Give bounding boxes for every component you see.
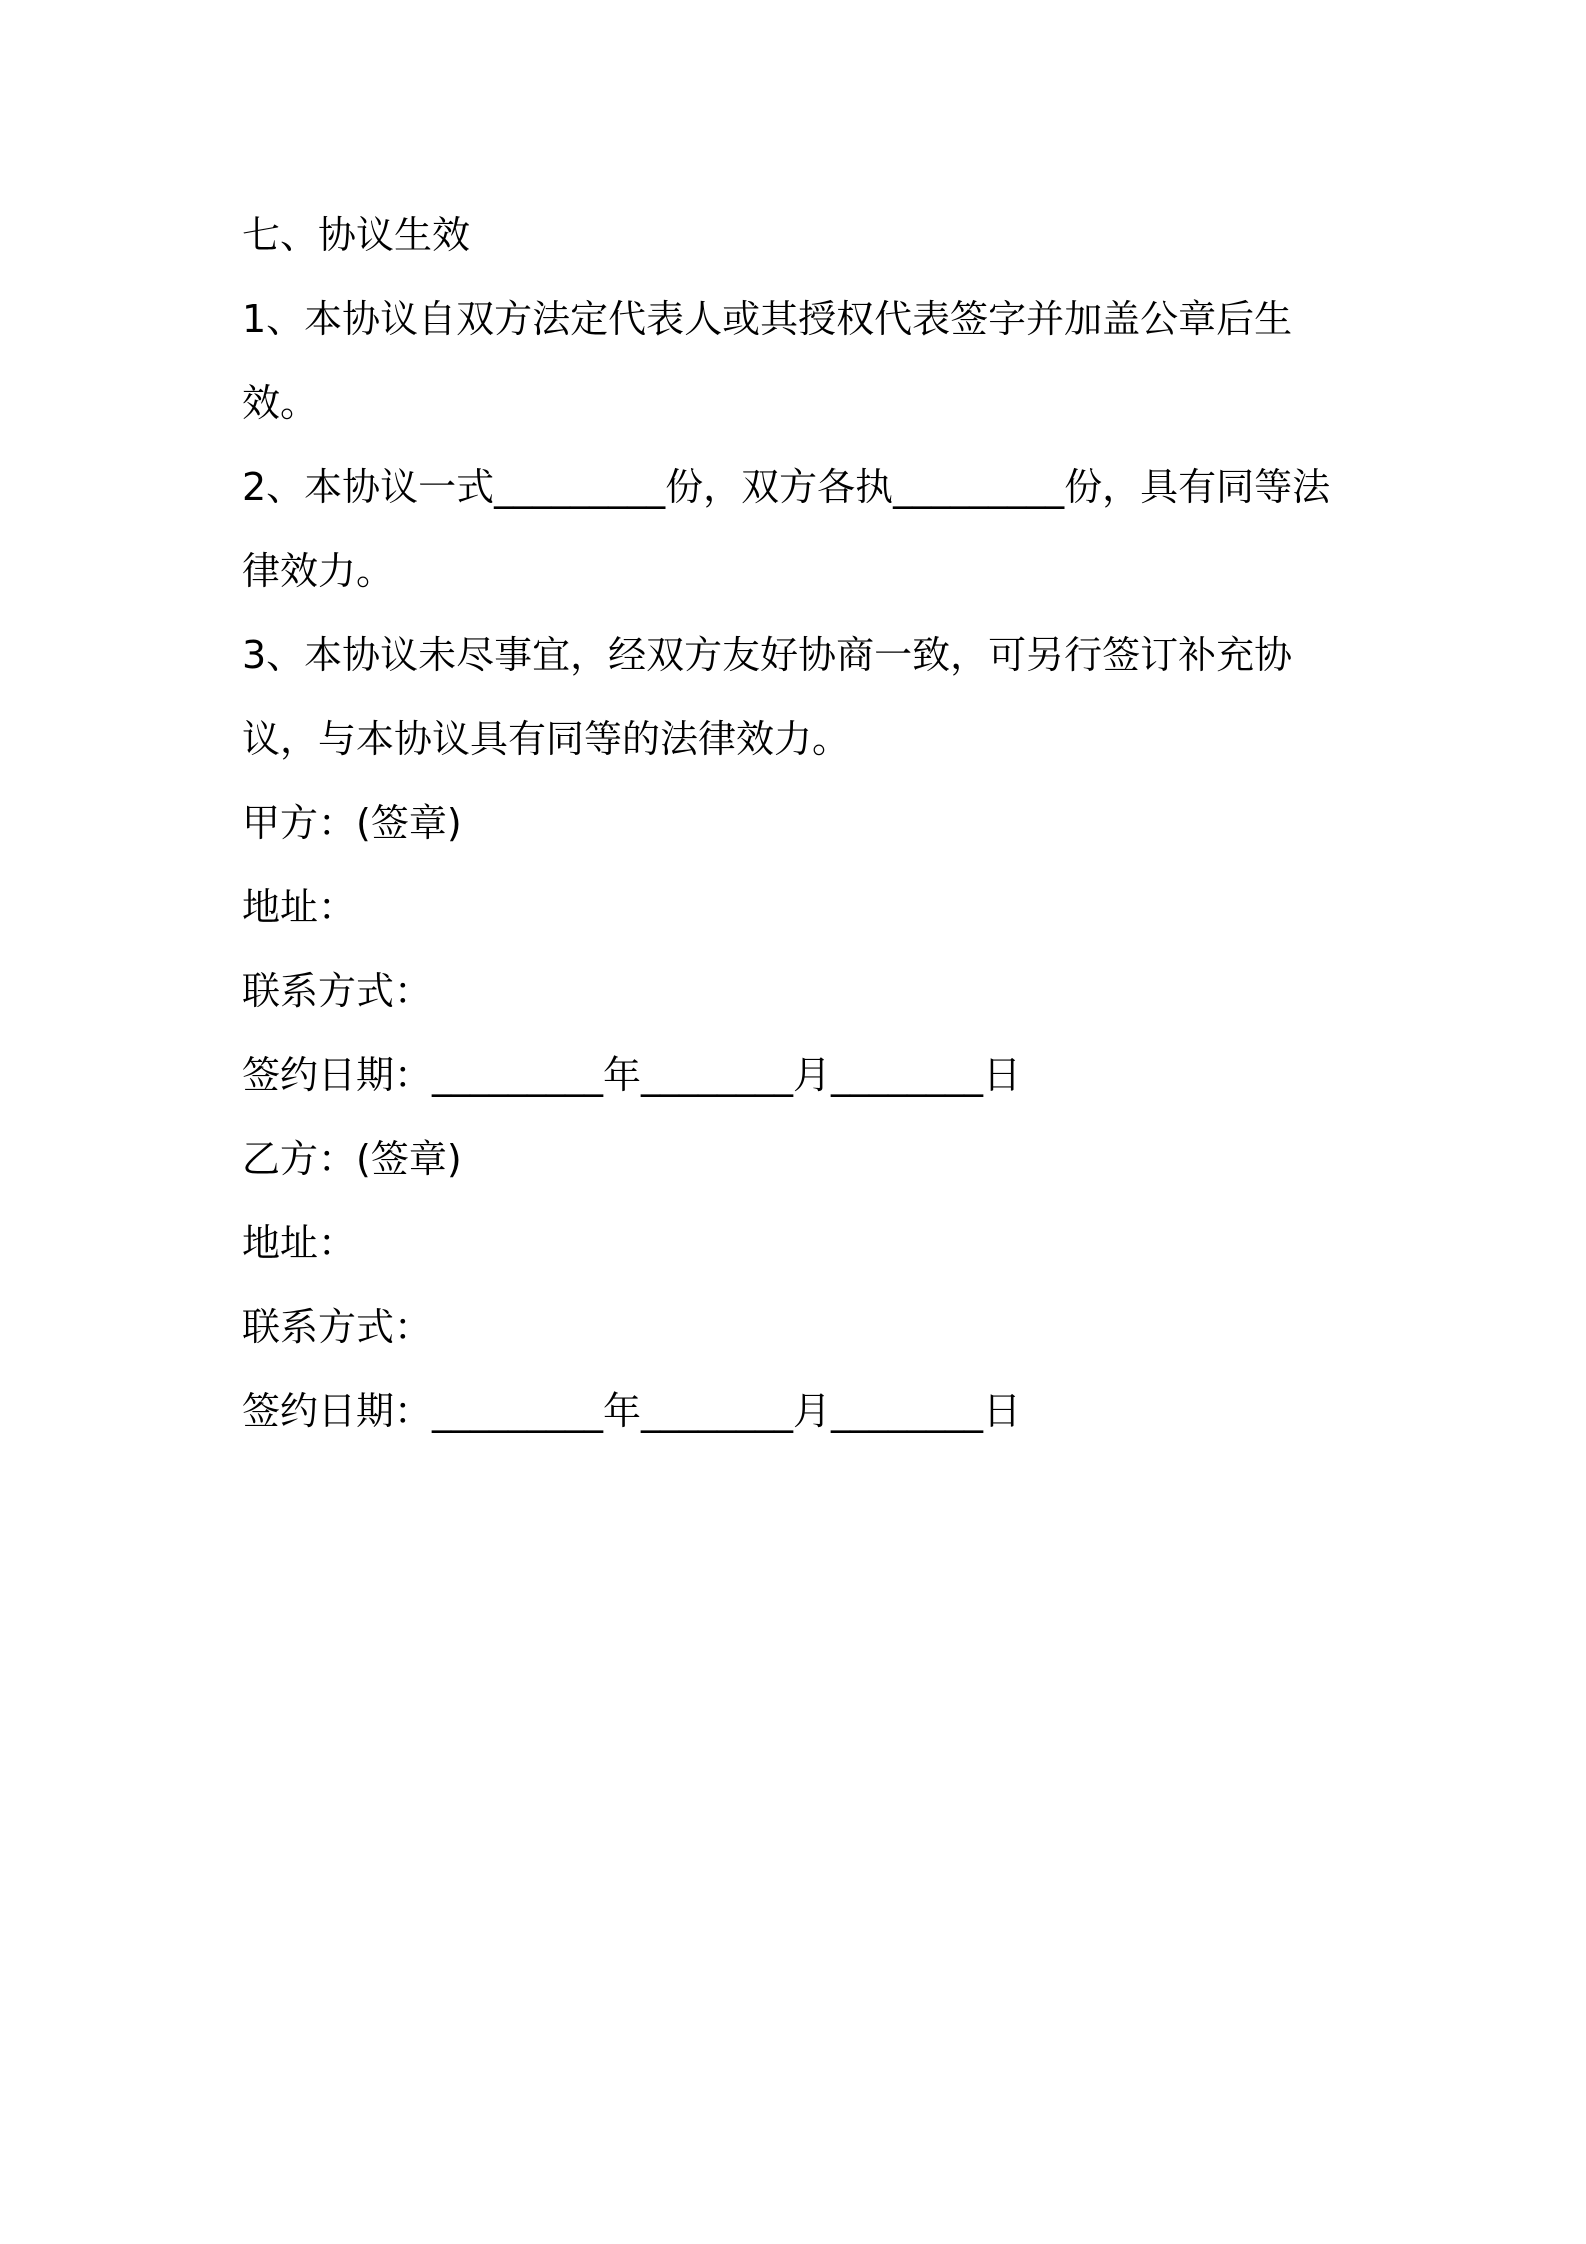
agreement-content xyxy=(242,193,1362,1453)
section-title: 七、协议生效 xyxy=(242,213,471,257)
clause-2: 2、本协议一式_________份，双方各执_________份，具有同等法律效力。 xyxy=(242,465,1331,593)
party-b-date-line: 签约日期：_________年________月________日 xyxy=(242,1389,1022,1433)
party-b-label: 乙方：(签章) xyxy=(242,1137,462,1181)
clause-3: 3、本协议未尽事宜，经双方友好协商一致，可另行签订补充协议，与本协议具有同等的法律效力。 xyxy=(242,633,1293,761)
clause-1: 1、本协议自双方法定代表人或其授权代表签字并加盖公章后生效。 xyxy=(242,297,1293,425)
party-a-label: 甲方：(签章) xyxy=(242,801,462,845)
party-a-date-line: 签约日期：_________年________月________日 xyxy=(242,1053,1022,1097)
party-a-address-label: 地址： xyxy=(242,885,357,929)
party-a-contact-label: 联系方式： xyxy=(242,969,433,1013)
party-b-contact-label: 联系方式： xyxy=(242,1305,433,1349)
party-b-address-label: 地址： xyxy=(242,1221,357,1265)
